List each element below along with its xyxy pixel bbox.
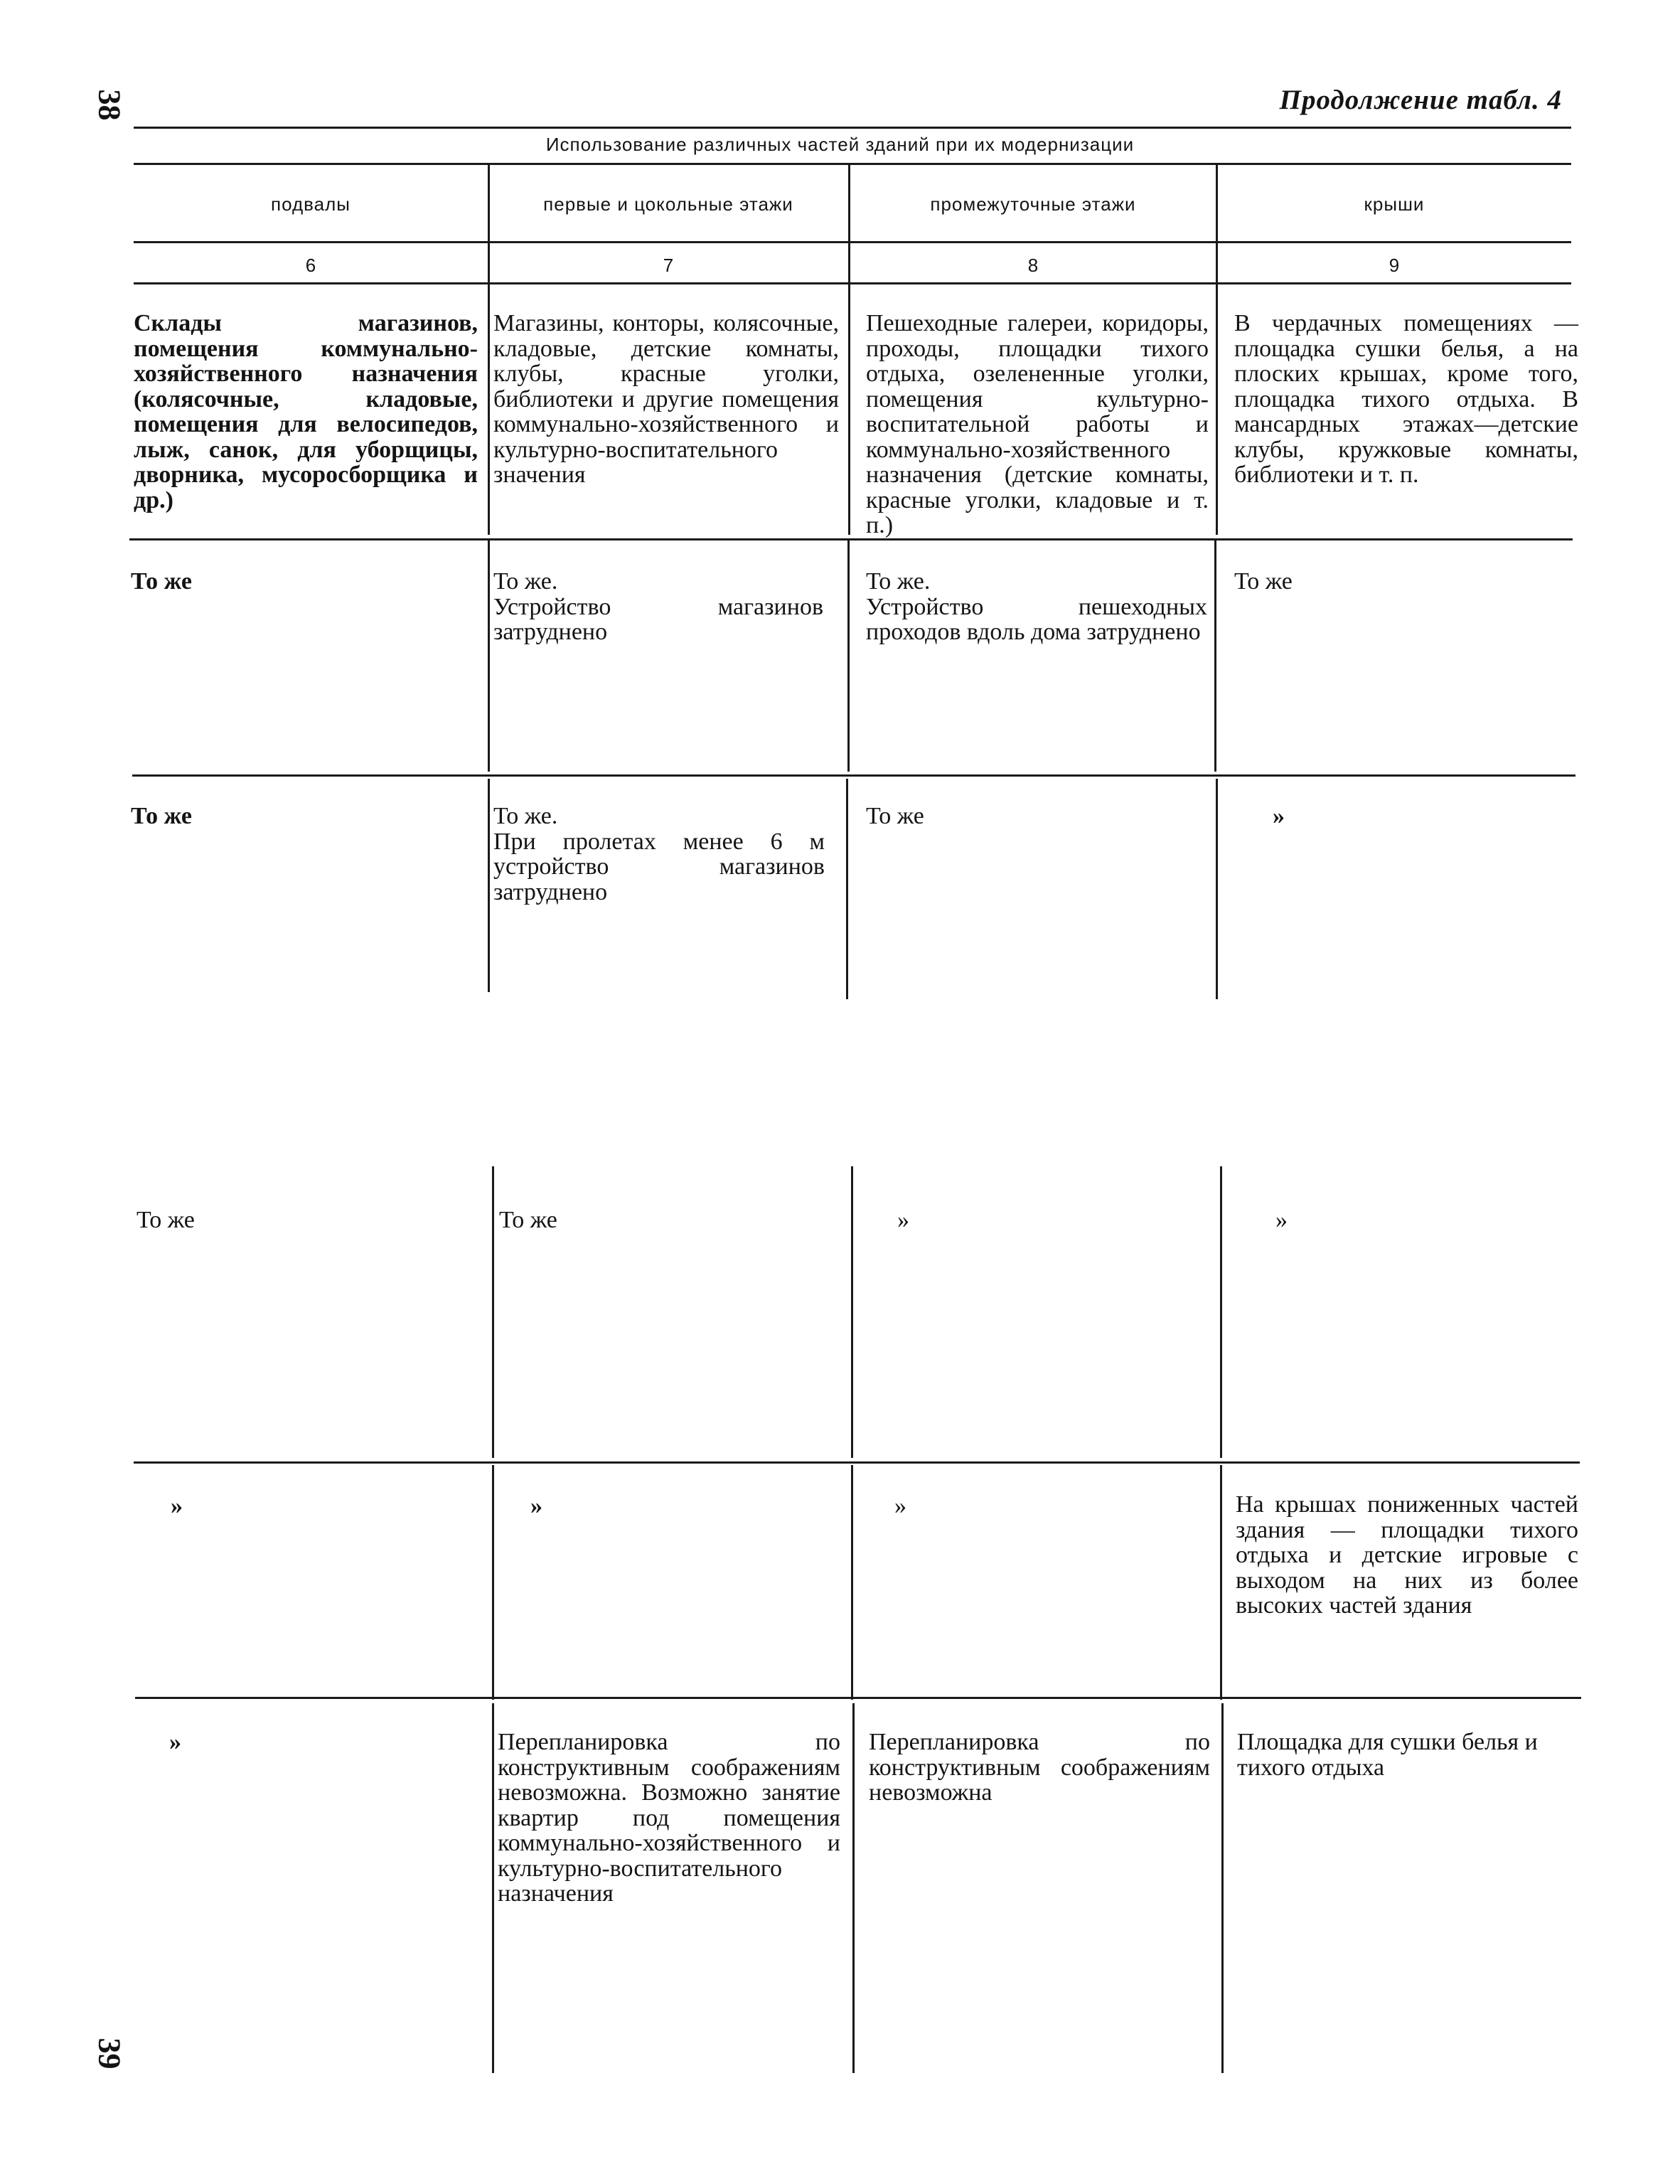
- column-number-8: 8: [1027, 255, 1039, 276]
- divider: [1220, 1465, 1222, 1700]
- column-header-basements: подвалы: [271, 193, 351, 215]
- row1-ground-floors: Магазины, конторы, колясочные, кладовые, детские комнаты, клубы, красные уголки, библиотеки и другие помещения коммунально-хозяйственного и культурно-воспитательного значения: [493, 310, 839, 488]
- divider: [1216, 779, 1218, 999]
- row6-basements: »: [169, 1729, 181, 1755]
- row4-ground-floors: То же: [499, 1207, 557, 1233]
- divider: [488, 165, 490, 535]
- row4-intermediate-floors: »: [897, 1207, 909, 1233]
- table-header: Использование различных частей зданий при их модернизации: [545, 134, 1135, 155]
- page-number-top: 38: [92, 89, 127, 121]
- column-header-roofs: крыши: [1364, 193, 1425, 215]
- row2-intermediate-floors-line2: Устройство пешеходных проходов вдоль дома затруднено: [866, 593, 1207, 645]
- divider: [1216, 165, 1218, 535]
- divider: [1214, 540, 1216, 772]
- divider: [846, 779, 848, 999]
- page-number-bottom: 39: [92, 2037, 127, 2070]
- row3-ground-floors-line1: То же.: [493, 803, 558, 829]
- row2-ground-floors-line2: Устройство магазинов затруднено: [493, 593, 823, 645]
- divider: [851, 1465, 853, 1700]
- divider: [492, 1703, 494, 2073]
- row5-intermediate-floors: »: [894, 1493, 906, 1519]
- row5-ground-floors: »: [530, 1493, 542, 1519]
- divider: [488, 779, 490, 992]
- row5-basements: »: [171, 1493, 183, 1519]
- colhead-rule: [134, 241, 1571, 243]
- column-number-6: 6: [305, 255, 316, 276]
- row4-basements: То же: [137, 1207, 195, 1233]
- row2-basements: То же: [131, 568, 192, 595]
- row2-intermediate-floors: [866, 569, 1207, 645]
- divider: [1220, 1166, 1222, 1458]
- row-separator: [132, 774, 1575, 777]
- row-separator: [134, 1461, 1580, 1464]
- column-header-ground-floors: первые и цокольные этажи: [543, 193, 793, 215]
- divider: [852, 1703, 855, 2073]
- divider: [492, 1465, 494, 1700]
- divider: [488, 540, 490, 772]
- divider: [847, 540, 850, 772]
- divider: [1221, 1703, 1224, 2073]
- row3-roofs: »: [1273, 803, 1285, 829]
- divider: [492, 1166, 494, 1458]
- row5-roofs: На крышах пониженных частей здания — площадки тихого отдыха и детские игровые с выходом на них из более высоких частей здания: [1236, 1491, 1578, 1619]
- row3-intermediate-floors: То же: [866, 803, 924, 829]
- divider: [848, 165, 850, 535]
- row2-ground-floors: [493, 569, 823, 645]
- row1-basements: Склады магазинов, помещения коммунально-хозяйственного назначения (колясочные, кладовые, помещения для велосипедов, лыж, санок, для уборщицы, дворника, мусоросборщика и др.): [134, 310, 478, 513]
- row2-ground-floors-line1: То же.: [493, 568, 558, 595]
- row3-basements: То же: [131, 803, 192, 829]
- row3-ground-floors-line2: При пролетах менее 6 м устройство магазинов затруднено: [493, 828, 825, 905]
- colnum-rule: [134, 282, 1571, 284]
- column-header-intermediate-floors: промежуточные этажи: [930, 193, 1136, 215]
- row6-roofs: Площадка для сушки белья и тихого отдыха: [1237, 1729, 1538, 1781]
- row-separator: [135, 1697, 1581, 1699]
- divider: [851, 1166, 853, 1458]
- column-number-9: 9: [1389, 255, 1400, 276]
- row3-ground-floors: [493, 804, 825, 905]
- row6-intermediate-floors: Перепланировка по конструктивным соображениям невозможна: [869, 1729, 1210, 1806]
- row2-roofs: То же: [1234, 568, 1293, 595]
- row-separator: [129, 538, 1573, 540]
- row1-intermediate-floors: Пешеходные галереи, коридоры, проходы, площадки тихого отдыха, озелененные уголки, помещения культурно-воспитательной работы и коммунально-хозяйственного назначения (детские комнаты, красные уголки, кладовые и т. п.): [866, 310, 1209, 538]
- continuation-title: Продолжение табл. 4: [1279, 85, 1562, 115]
- header-rule: [134, 163, 1571, 165]
- row6-ground-floors: Перепланировка по конструктивным соображениям невозможна. Возможно занятие квартир под помещения коммунально-хозяйственного и культурно-воспитательного назначения: [498, 1729, 840, 1907]
- title-rule: [134, 127, 1571, 129]
- row4-roofs: »: [1275, 1207, 1288, 1233]
- column-number-7: 7: [663, 255, 674, 276]
- row1-roofs: В чердачных помещениях — площадка сушки белья, а на плоских крышах, кроме того, площадка тихого отдыха. В мансардных этажах—детские клубы, кружковые комнаты, библиотеки и т. п.: [1234, 310, 1578, 488]
- row2-intermediate-floors-line1: То же.: [866, 568, 931, 595]
